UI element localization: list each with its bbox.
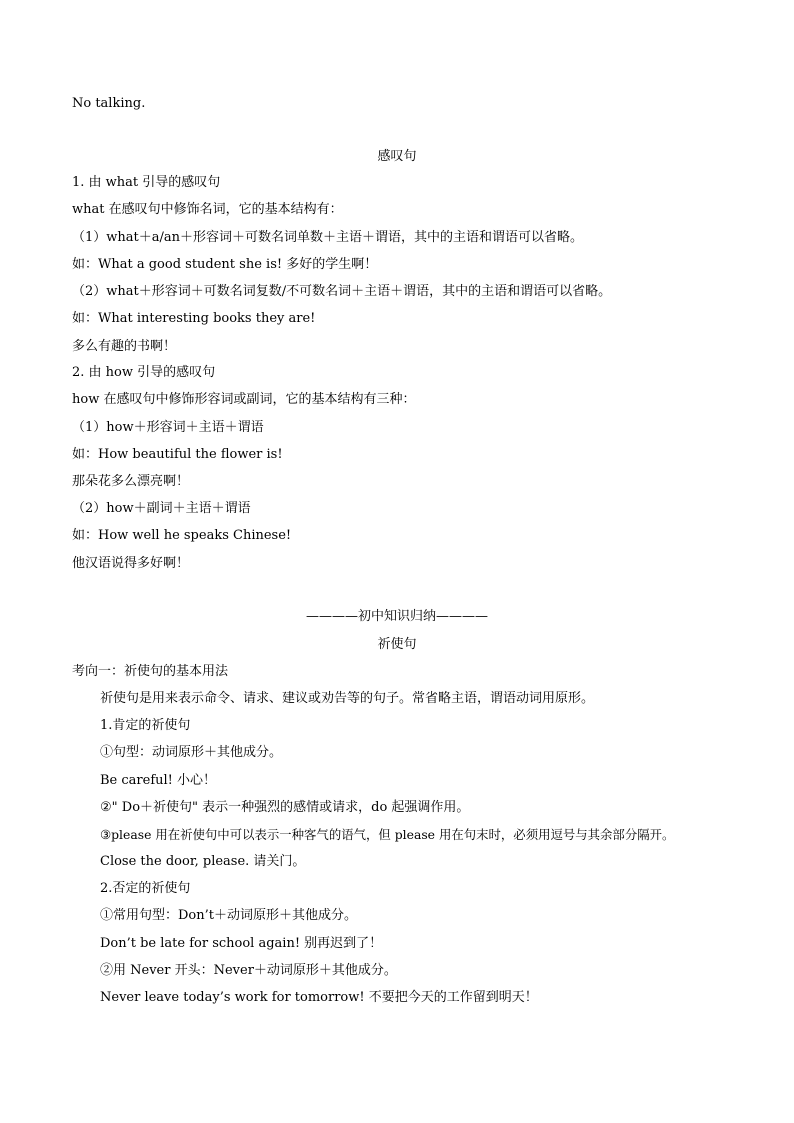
text-line: （2）how＋副词＋主语＋谓语 [72, 501, 251, 516]
text-line: ①常用句型：Don’t＋动词原形＋其他成分。 [100, 908, 357, 923]
text-line: （1）how＋形容词＋主语＋谓语 [72, 420, 264, 435]
section-divider: ————初中知识归纳———— [305, 609, 488, 624]
text-line: 祈使句是用来表示命令、请求、建议或劝告等的句子。常省略主语，谓语动词用原形。 [100, 691, 595, 706]
text-line: 他汉语说得多好啊！ [72, 556, 190, 571]
text-line: No talking. [72, 96, 146, 111]
text-line: 那朵花多么漂亮啊！ [72, 474, 190, 489]
text-line: what 在感叹句中修饰名词，它的基本结构有： [72, 202, 343, 217]
text-line: Don’t be late for school again! 别再迟到了！ [100, 936, 383, 951]
section-heading-imperative: 祈使句 [377, 637, 417, 652]
text-line: （1）what＋a/an＋形容词＋可数名词单数＋主语＋谓语，其中的主语和谓语可以省略。 [72, 230, 583, 245]
text-line: ②" Do＋祈使句" 表示一种强烈的感情或请求，do 起强调作用。 [100, 800, 470, 815]
text-line: 如：How beautiful the flower is! [72, 447, 283, 462]
text-line: 如：How well he speaks Chinese! [72, 528, 292, 543]
text-line: 2.否定的祈使句 [100, 881, 191, 896]
text-line: （2）what＋形容词＋可数名词复数/不可数名词＋主语＋谓语，其中的主语和谓语可以省略。 [72, 284, 612, 299]
text-line: 如：What interesting books they are! [72, 311, 316, 326]
text-line: how 在感叹句中修饰形容词或副词，它的基本结构有三种： [72, 392, 416, 407]
text-line: Close the door, please. 请关门。 [100, 854, 306, 869]
text-line: 考向一：祈使句的基本用法 [72, 664, 229, 679]
text-line: ①句型：动词原形＋其他成分。 [100, 745, 283, 760]
text-line: ③please 用在祈使句中可以表示一种客气的语气，但 please 用在句末时，必须用逗号与其余部分隔开。 [100, 827, 675, 842]
text-line: Never leave today’s work for tomorrow! 不要把今天的工作留到明天！ [100, 990, 538, 1005]
text-line: Be careful! 小心！ [100, 773, 217, 788]
text-line: 1.肯定的祈使句 [100, 718, 191, 733]
text-line: 1. 由 what 引导的感叹句 [72, 175, 221, 190]
text-line: ②用 Never 开头：Never＋动词原形＋其他成分。 [100, 963, 397, 978]
text-line: 多么有趣的书啊！ [72, 339, 177, 354]
text-line: 如：What a good student she is! 多好的学生啊！ [72, 257, 378, 272]
section-heading-exclamatory: 感叹句 [377, 149, 417, 164]
text-line: 2. 由 how 引导的感叹句 [72, 365, 216, 380]
